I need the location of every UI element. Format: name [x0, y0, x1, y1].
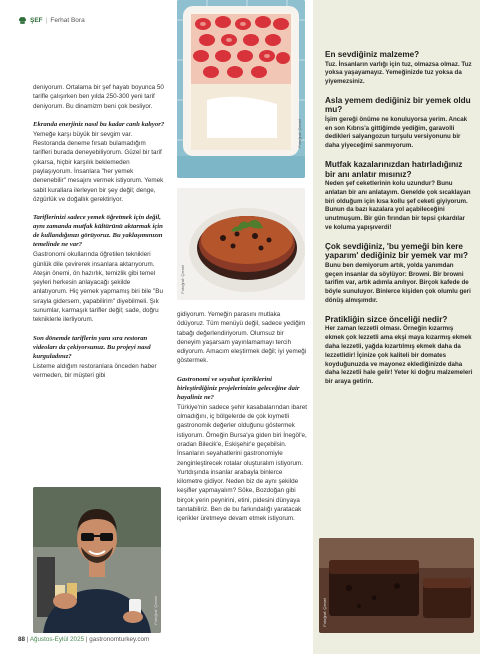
chef-hat-icon	[18, 16, 27, 25]
photo-credit: Fotoğraf: Çemel	[322, 598, 327, 627]
sidebar-answer: Bunu ben demiyorum artık, yolda yanımdan geçen insanlar da söylüyor: Browni. Bir browni tarifim var, artık adımla anılıyor. Birçok kafede de böyle sunuluyor. Binlerce kişiden çok olumlu geri dönüş almışımdır.	[325, 261, 471, 305]
sidebar-answer: Neden şef ceketlerinin kolu uzundur? Bunu anlatan bir anı anlatayım. Genelde çok sıcaklayan biri olduğum için kısa kollu şef ceketi giyiyorum. Bunun da bazı kazalara yol açabileceğini unutmuşum. Bir gün fırından bir tepsi çıkardılar ve koluma yapışıverdi!	[325, 180, 471, 232]
issue-date: Ağustos-Eylül 2025	[29, 636, 85, 643]
question-heading: Tariflerinizi sadece yemek öğretmek için değil, aynı zamanda mutfak kültürünü aktarmak için de kullandığınızı görüyoruz. Bu yaklaşımınızın temelinde ne var?	[33, 214, 163, 249]
question-heading: Son dönemde tariflerin yanı sıra restoran videoları da çekiyorsunuz. Bu projeyi nasıl kurguladınız?	[33, 334, 151, 360]
chef-portrait-photo	[33, 487, 161, 633]
layered-dish-photo	[177, 188, 305, 300]
paragraph: Yemeğe karşı büyük bir sevgim var. Restoranda deneme fırsatı bulamadığım tarifleri burada deneyebiliyorum. Güzel bir tarif çıkarsa, hiçbir karşılık beklemeden paylaşıyorum. İnsanlara "her yemek denenebilir" mesajını vermek istiyorum. Yemek sabit kurallara ilerleyen bir şey değil; denge, özgürlük ve doğallık gerektiriyor.	[33, 130, 164, 203]
paragraph: Türkiye'nin sadece şehir kasabalarından ibaret olmadığını, iç bölgelerde de çok kıymetli gastronomik değerler olduğunu göstermek istiyorum. Örneğin Bursa'ya giden biri İnegöl'e, oradan Bilecik'e, Eskişehir'e geçebilsin. İnsanların seyahatlerini gastronomiyle zenginleştirecek rotalar oluşturalım istiyorum. Yurtdışında insanlar arabayla binlerce kilometre gidiyor. Neden biz de aynı şekilde keşifler yapmayalım? Söke, Bozdoğan gibi birçok yerin peynirini, etini, pidesini dünyaya tanıtabiliriz. Ben de bu farkındalığı yaratacak içerikler üretmeye devam etmek istiyorum.	[177, 403, 308, 523]
page-number: 88	[18, 636, 26, 643]
website-link[interactable]: gastronomturkey.com	[89, 636, 150, 643]
sidebar-question: Asla yemem dediğiniz bir yemek oldu mu?	[325, 95, 471, 115]
page-header	[18, 16, 85, 25]
paragraph: gidiyorum. Yemeğin parasını mutlaka ödüyoruz. Tüm menüyü değil, sadece yediğim tabağı değerlendiriyorum. Olumsuz bir deneyim yaşarsam yayınlamamayı tercih ediyorum. Amacım eleştirmek değil; iyi yemeği göstermek.	[177, 311, 307, 365]
article-column-2	[177, 310, 309, 533]
strawberry-dessert-photo	[177, 0, 305, 178]
sidebar-answer: İşim gereği önüme ne konuluyorsa yerim. Ancak en son Kıbrıs'a gittiğimde yediğim, garavolli dedikleri salyangozun turşulu versiyonunu bir daha yiyeceğimi sanmıyorum.	[325, 115, 468, 150]
footer-separator: |	[85, 636, 88, 643]
sidebar-question: Pratikliğin sizce önceliği nedir?	[325, 314, 448, 324]
brownie-photo	[319, 538, 474, 633]
sidebar-answer: Tuz. İnsanların varlığı için tuz, olmazsa olmaz. Tuz yoksa yaşayamayız. Yemeğinizde tuz yoksa da yiyemezsiniz.	[325, 60, 472, 86]
author-name: Ferhat Bora	[50, 17, 85, 24]
section-label: ŞEF	[30, 17, 43, 24]
header-separator: |	[45, 17, 48, 24]
article-column-1	[33, 83, 165, 389]
sidebar-question: Mutfak kazalarınızdan hatırladığınız bir anı anlatır mısınız?	[325, 160, 463, 179]
sidebar-question: Çok sevdiğiniz, 'bu yemeği bin kere yaparım' dediğiniz bir yemek var mı?	[325, 241, 469, 261]
question-heading: Ekranda enerjiniz nasıl bu kadar canlı kalıyor?	[33, 120, 165, 128]
page-footer	[18, 636, 149, 643]
photo-credit: Fotoğraf: Çemel	[297, 119, 302, 148]
photo-credit: Fotoğraf: Çemel	[153, 596, 158, 625]
footer-separator: |	[26, 636, 29, 643]
paragraph: Listeme aldığım restoranlara önceden haber vermeden, bir müşteri gibi	[33, 362, 157, 379]
photo-credit: Fotoğraf: Çemel	[180, 265, 185, 294]
sidebar-question: En sevdiğiniz malzeme?	[325, 50, 420, 59]
paragraph: deniyorum. Ortalama bir şef hayatı boyunca 50 tarifle çalışırken ben yılda 250-300 yeni tarif deniyorum. Bu dinamizm beni çok besliyor.	[33, 84, 164, 110]
paragraph: Gastronomi okullarında öğretilen teknikleri günlük dile çevirerek insanlara aktarıyorum. Ateşin önemi, ön hazırlık, temizlik gibi temel şeyleri herkesin anlayacağı şekilde anlatıyorum. Hiç yemek yapmamış biri bile "Bu sırayla gidersem, yapabilirim" diyebilmeli. Şık sunumlar, karmaşık tarifler değil; sade, doğru tekniklerle ilerliyorum.	[33, 251, 163, 324]
question-heading: Gastronomi ve seyahat içeriklerini birleştirdiğiniz projelerinizin geleceğine dair hayaliniz ne?	[177, 375, 300, 401]
sidebar-answer: Her zaman lezzetli olması. Örneğin kızarmış ekmek çok lezzetli ama ekşi maya kızarmış ekmek daha lezzetli, yağda kızartılmış ekmek daha da lezzetlidir! İçinize çok kaliteli bir domates koyduğunuzda ve mayonez eklediğinizde daha daha lezzetli hale gelir! Yeter ki doğru malzemeleri bir araya getirin.	[325, 325, 473, 386]
